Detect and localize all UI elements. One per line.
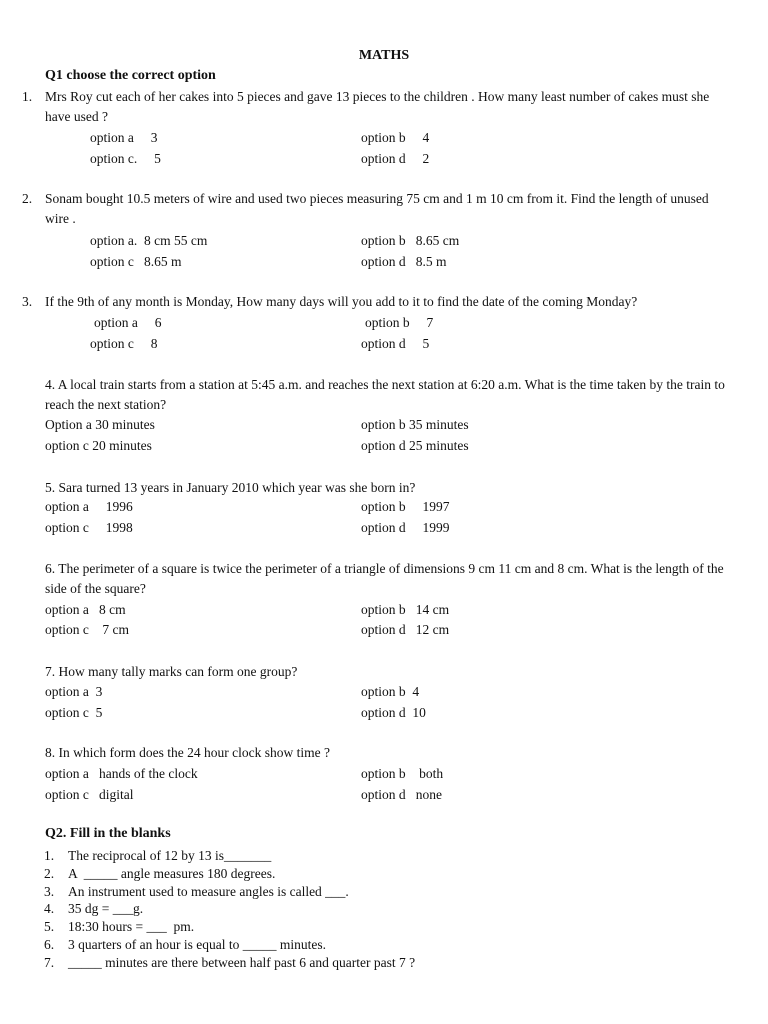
- option-c: option c 5: [45, 705, 103, 720]
- question-text: 8. In which form does the 24 hour clock show time ?: [45, 745, 330, 760]
- question-text: 6. The perimeter of a square is twice the perimeter of a triangle of dimensions 9 cm 11 cm and 8 cm. What is the length of the side of the square?: [45, 561, 724, 596]
- option-d: option d 5: [361, 336, 430, 351]
- q2-heading: Q2. Fill in the blanks: [45, 826, 171, 841]
- option-a: option a 3: [45, 684, 103, 699]
- question-number: 1.: [22, 89, 33, 104]
- option-c: option c 8: [90, 336, 158, 351]
- option-a: option a 3: [90, 130, 158, 145]
- blank-item: 3 quarters of an hour is equal to _____ minutes.: [68, 937, 326, 952]
- question-text: Sonam bought 10.5 meters of wire and used two pieces measuring 75 cm and 1 m 10 cm from it. Find the length of unused wire .: [45, 191, 709, 226]
- blank-item: The reciprocal of 12 by 13 is_______: [68, 848, 272, 863]
- blank-item: A _____ angle measures 180 degrees.: [68, 866, 276, 881]
- option-c: option c 20 minutes: [45, 438, 152, 453]
- option-a: option a 1996: [45, 499, 133, 514]
- question-number: 2.: [22, 191, 33, 206]
- option-d: option d 2: [361, 151, 430, 166]
- option-b: option b 4: [361, 684, 420, 699]
- option-b: option b 4: [361, 130, 430, 145]
- blank-number: 4.: [44, 901, 55, 916]
- question-text: 5. Sara turned 13 years in January 2010 which year was she born in?: [45, 480, 416, 495]
- option-c: option c. 5: [90, 151, 161, 166]
- blank-number: 3.: [44, 884, 55, 899]
- option-d: option d 8.5 m: [361, 254, 447, 269]
- question-number: 3.: [22, 294, 33, 309]
- option-a: option a hands of the clock: [45, 766, 198, 781]
- blank-number: 2.: [44, 866, 55, 881]
- question-text: If the 9th of any month is Monday, How many days will you add to it to find the date of the coming Monday?: [45, 294, 638, 309]
- option-b: option b 35 minutes: [361, 417, 469, 432]
- option-b: option b 14 cm: [361, 602, 450, 617]
- option-a: option a 6: [94, 315, 162, 330]
- option-b: option b both: [361, 766, 444, 781]
- option-b: option b 7: [365, 315, 434, 330]
- option-c: option c 7 cm: [45, 622, 129, 637]
- option-d: option d none: [361, 787, 442, 802]
- question-text: 7. How many tally marks can form one group?: [45, 664, 298, 679]
- option-a: option a. 8 cm 55 cm: [90, 233, 208, 248]
- question-text: Mrs Roy cut each of her cakes into 5 pieces and gave 13 pieces to the children . How many least number of cakes must she have used ?: [45, 89, 710, 124]
- blank-number: 5.: [44, 919, 55, 934]
- blank-item: 35 dg = ___g.: [68, 901, 144, 916]
- option-a: option a 8 cm: [45, 602, 126, 617]
- option-d: option d 12 cm: [361, 622, 450, 637]
- option-a: Option a 30 minutes: [45, 417, 155, 432]
- blank-item: 18:30 hours = ___ pm.: [68, 919, 195, 934]
- blank-number: 6.: [44, 937, 55, 952]
- blank-item: An instrument used to measure angles is called ___.: [68, 884, 349, 899]
- page-title: MATHS: [358, 48, 410, 63]
- blank-item: _____ minutes are there between half past 6 and quarter past 7 ?: [68, 955, 416, 970]
- q1-heading: Q1 choose the correct option: [45, 68, 216, 83]
- option-d: option d 25 minutes: [361, 438, 469, 453]
- option-c: option c 8.65 m: [90, 254, 182, 269]
- question-text: 4. A local train starts from a station at 5:45 a.m. and reaches the next station at 6:20 a.m. What is the time taken by the train to reach the next station?: [45, 377, 725, 412]
- blank-number: 1.: [44, 848, 55, 863]
- option-b: option b 8.65 cm: [361, 233, 460, 248]
- blank-number: 7.: [44, 955, 55, 970]
- option-d: option d 10: [361, 705, 426, 720]
- option-c: option c 1998: [45, 520, 133, 535]
- option-b: option b 1997: [361, 499, 450, 514]
- option-d: option d 1999: [361, 520, 450, 535]
- option-c: option c digital: [45, 787, 134, 802]
